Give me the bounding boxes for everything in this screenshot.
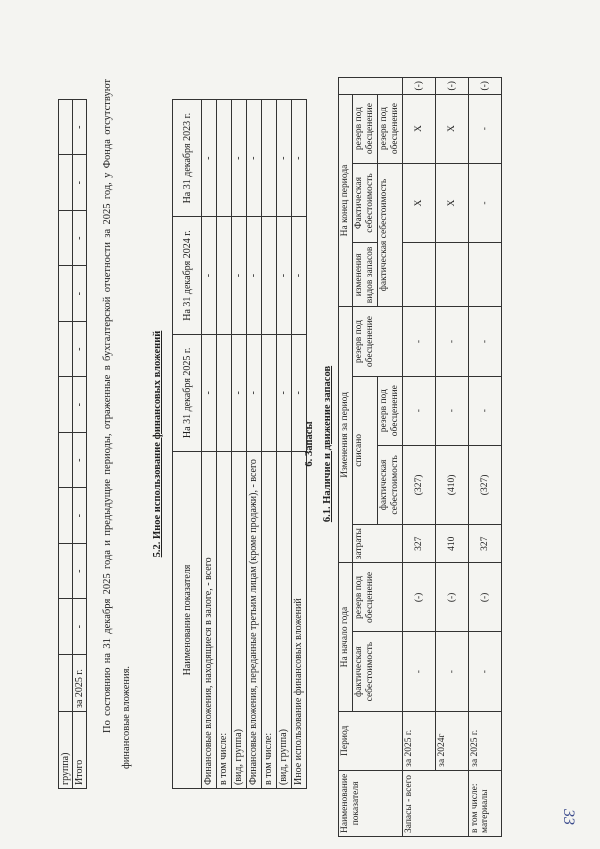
table-row: Финансовые вложения, находящиеся в залоге, - всего - - - [202,100,217,789]
other-investment-use-table [172,99,307,789]
table-row: в том числе: [262,100,277,789]
section-5-2-title: 5.2. Иное использование финансовых вложений [152,330,163,558]
table-header-row: Наименование показателя На 31 декабря 2025 г. На 31 декабря 2024 г. На 31 декабря 2023 г. [173,100,202,789]
table-row: Иное использование финансовых вложений - - - [292,100,307,789]
table-header-row: Наименование показателя Период На начало года Изменения за период На конец периода [339,78,353,837]
table-row: Итого за 2025 г. - - - - - - - - - - [73,100,87,789]
row-label: группа) [59,712,73,789]
table-row: (вид, группа) - - - [277,100,292,789]
table-header-row: фактическая себестоимость резерв под обесценение фактическая себестоимость резерв под обесценение [378,78,403,837]
table-row: Финансовые вложения, переданные третьим лицам (кроме продажи), - всего - - - [247,100,262,789]
table-row: в том числе: [217,100,232,789]
table-header-row: фактическая себестоимость резерв под обесценение затраты списано резерв под обесценение изменения видов запасов Фактическая себестоимость резерв под обесценение [353,78,378,837]
row-label: Итого [73,712,87,789]
top-partial-table [58,99,87,789]
section-6-1-title: 6.1. Наличие и движение запасов [322,365,333,523]
table-row: (вид, группа) - - - [232,100,247,789]
table-row: в том числе: материалы за 2025 г. - (-) 327 (327) - - - - (-) [469,78,502,837]
table-row: за 2024г - (-) 410 (410) - - X X (-) [436,78,469,837]
section-6-title: 6. Запасы [304,421,315,467]
inventory-movement-table [338,77,502,837]
table-row: Запасы - всего за 2025 г. - (-) 327 (327) - - X X (-) [403,78,436,837]
page-number: 33 [560,809,577,825]
row-period: за 2025 г. [73,655,87,712]
table-row [59,100,73,789]
financial-investments-note: По состоянию на 31 декабря 2025 года и предыдущие периоды, отраженные в бухгалтерской отчетности за 2025 год, у Фонда отсутствуют финансовые вложения. [102,79,132,769]
